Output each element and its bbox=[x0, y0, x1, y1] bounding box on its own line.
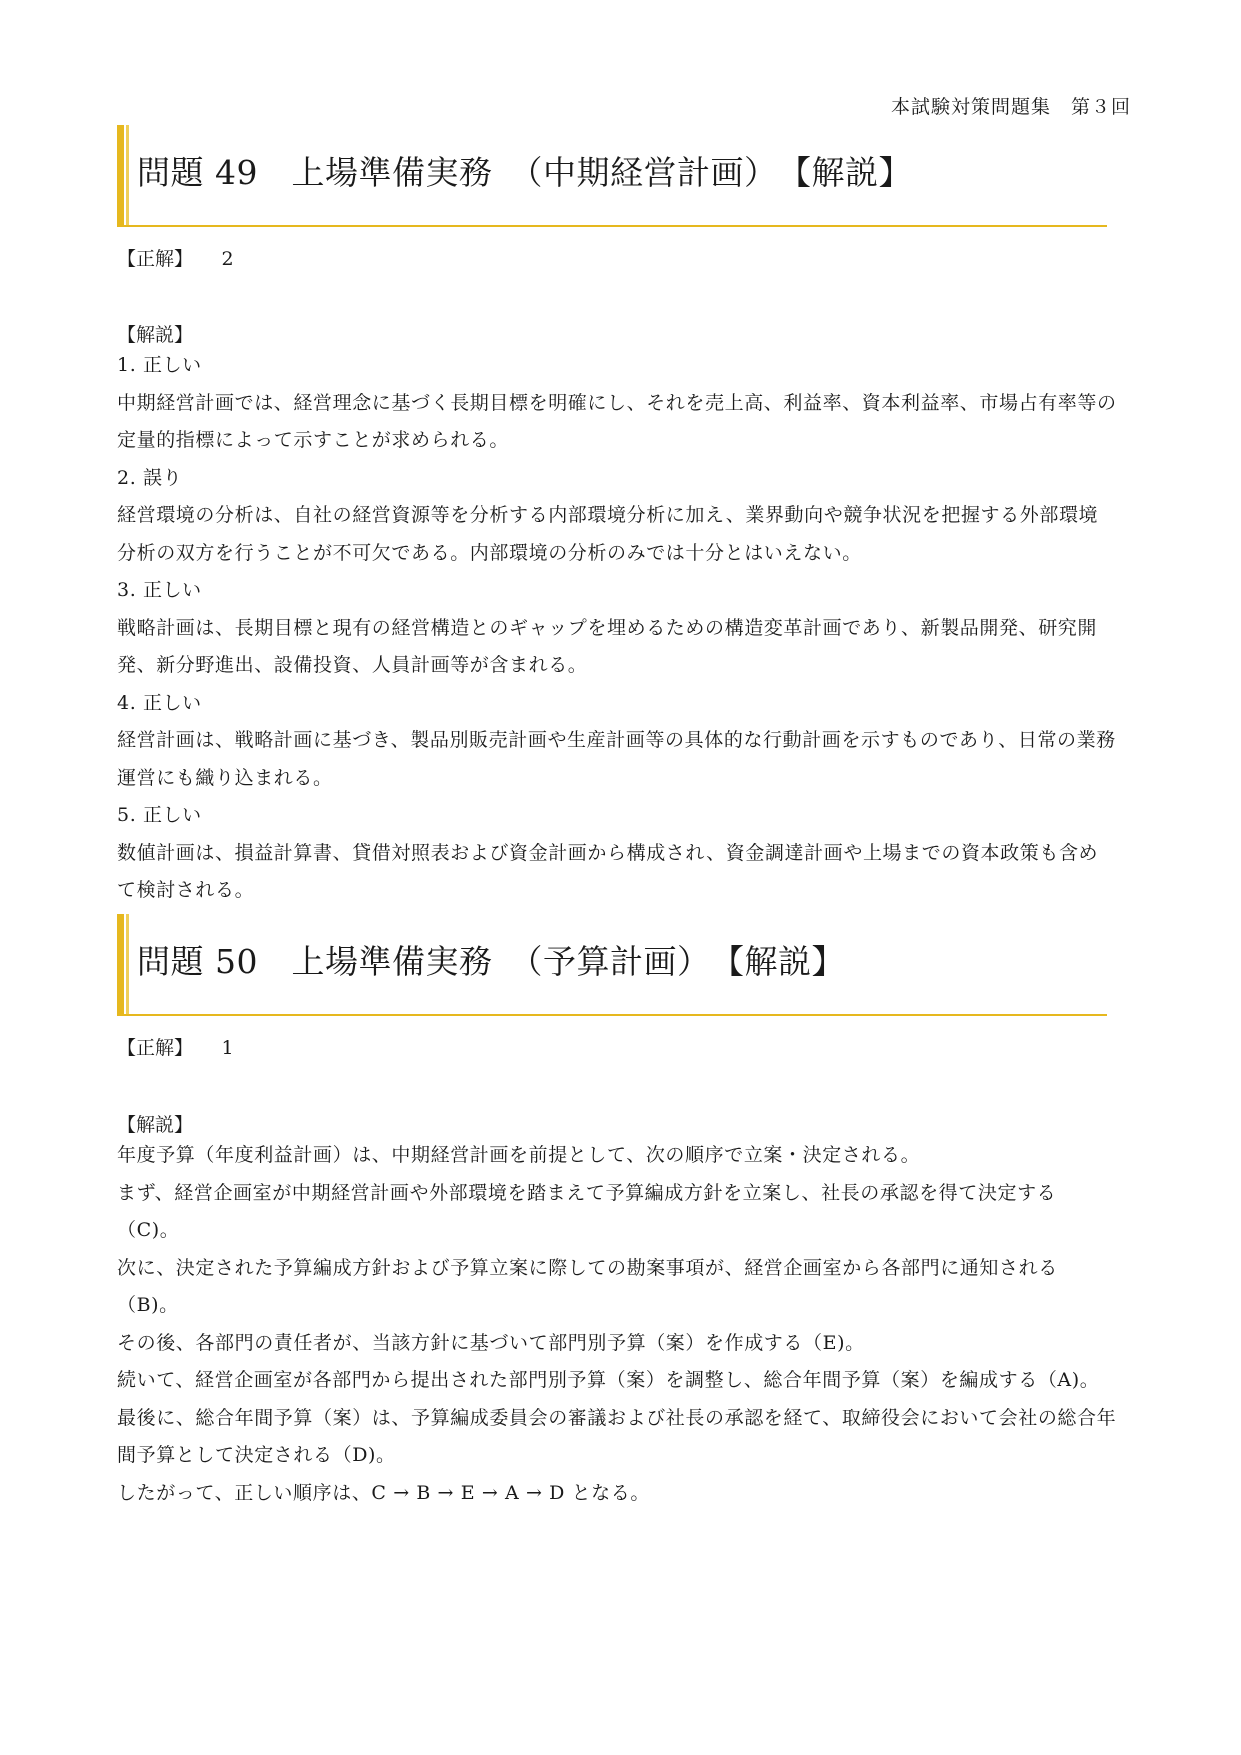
heading-accent-bar bbox=[117, 125, 124, 225]
item-label: 2. 誤り bbox=[117, 466, 183, 489]
paragraph: 最後に、総合年間予算（案）は、予算編成委員会の審議および社長の承認を経て、取締役会において会社の総合年間予算として決定される（D)。 bbox=[117, 1406, 1117, 1466]
answer-value: 1 bbox=[221, 1037, 234, 1059]
q49-explanation-label: 【解説】 bbox=[117, 324, 194, 346]
item-text: 経営計画は、戦略計画に基づき、製品別販売計画や生産計画等の具体的な行動計画を示すものであり、日常の業務運営にも織り込まれる。 bbox=[117, 729, 1116, 789]
item-text: 中期経営計画では、経営理念に基づく長期目標を明確にし、それを売上高、利益率、資本利益率、市場占有率等の定量的指標によって示すことが求められる。 bbox=[117, 391, 1117, 451]
item-label: 3. 正しい bbox=[117, 579, 202, 601]
heading-accent-bar bbox=[117, 914, 124, 1014]
paragraph: その後、各部門の責任者が、当該方針に基づいて部門別予算（案）を作成する（E)。 bbox=[117, 1331, 865, 1354]
item-text: 数値計画は、損益計算書、貸借対照表および資金計画から構成され、資金調達計画や上場までの資本政策も含めて検討される。 bbox=[117, 841, 1099, 901]
item-label: 5. 正しい bbox=[117, 804, 202, 826]
q49-answer bbox=[117, 244, 234, 271]
paragraph: 続いて、経営企画室が各部門から提出された部門別予算（案）を調整し、総合年間予算（案）を編成する（A)。 bbox=[117, 1369, 1100, 1391]
paragraph: 次に、決定された予算編成方針および予算立案に際しての勘案事項が、経営企画室から各部門に通知される（B)。 bbox=[117, 1256, 1058, 1316]
q49-heading bbox=[117, 125, 1107, 227]
answer-value: 2 bbox=[221, 248, 234, 270]
paragraph: 年度予算（年度利益計画）は、中期経営計画を前提として、次の順序で立案・決定される。 bbox=[117, 1144, 921, 1166]
q50-answer bbox=[117, 1033, 234, 1060]
item-label: 4. 正しい bbox=[117, 691, 202, 714]
paragraph: まず、経営企画室が中期経営計画や外部環境を踏まえて予算編成方針を立案し、社長の承認を得て決定する（C)。 bbox=[117, 1181, 1057, 1241]
page-header: 本試験対策問題集 第３回 bbox=[890, 96, 1131, 118]
q49-explanation bbox=[117, 347, 1117, 910]
q50-heading bbox=[117, 914, 1107, 1016]
q50-explanation-label: 【解説】 bbox=[117, 1114, 194, 1136]
item-text: 経営環境の分析は、自社の経営資源等を分析する内部環境分析に加え、業界動向や競争状況を把握する外部環境分析の双方を行うことが不可欠である。内部環境の分析のみでは十分とはいえない。 bbox=[117, 504, 1099, 564]
answer-label: 【正解】 bbox=[117, 248, 184, 270]
answer-label: 【正解】 bbox=[117, 1037, 184, 1059]
q49-title: 問題 49 上場準備実務 （中期経営計画） 【解説】 bbox=[137, 153, 912, 192]
paragraph: したがって、正しい順序は、C → B → E → A → D となる。 bbox=[117, 1481, 650, 1504]
heading-accent-bar-thin bbox=[126, 914, 129, 1014]
heading-accent-bar-thin bbox=[126, 125, 129, 225]
item-label: 1. 正しい bbox=[117, 354, 202, 376]
q50-title: 問題 50 上場準備実務 （予算計画） 【解説】 bbox=[137, 942, 845, 981]
q50-explanation bbox=[117, 1137, 1117, 1512]
item-text: 戦略計画は、長期目標と現有の経営構造とのギャップを埋めるための構造変革計画であり、新製品開発、研究開発、新分野進出、設備投資、人員計画等が含まれる。 bbox=[117, 616, 1098, 676]
